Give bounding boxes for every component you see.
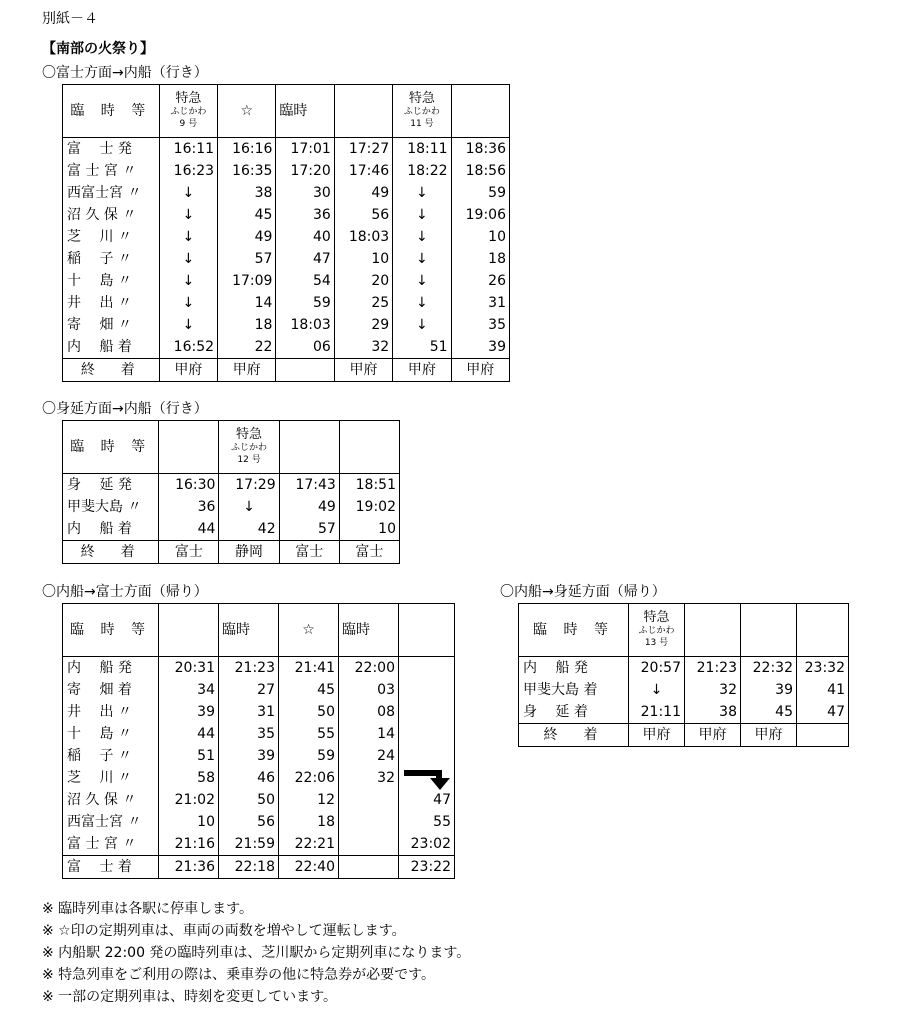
table-row (63, 833, 455, 856)
table-row (63, 679, 455, 701)
header-label: 臨 時 等 (63, 604, 159, 657)
note-line: ※ ☆印の定期列車は、車両の両数を増やして運転します。 (42, 923, 406, 939)
time-cell: 26 (451, 270, 509, 292)
train-number-label: 11 号 (410, 119, 434, 129)
time-cell (339, 789, 399, 811)
time-cell: 24 (339, 745, 399, 767)
time-cell: 34 (159, 679, 219, 701)
train-type-label: 特急 (408, 91, 435, 106)
time-cell: 22:18 (219, 856, 279, 879)
header-row (63, 604, 455, 657)
time-cell: ↓ (393, 248, 451, 270)
table-row (63, 292, 510, 314)
train-number-label: 9 号 (179, 119, 198, 129)
time-cell: ↓ (393, 226, 451, 248)
station-cell: 富 士 着 (63, 856, 159, 879)
time-cell: 45 (279, 679, 339, 701)
column-header (218, 85, 276, 138)
time-cell: 22:32 (741, 657, 797, 680)
column-header (797, 604, 849, 657)
time-cell: ↓ (393, 204, 451, 226)
time-cell: 59 (279, 745, 339, 767)
time-cell: 55 (399, 811, 455, 833)
time-cell: 47 (399, 789, 455, 811)
time-cell: 59 (276, 292, 334, 314)
station-cell: 内 船 着 (63, 336, 160, 359)
time-cell: 32 (685, 679, 741, 701)
destination-row (63, 541, 400, 564)
time-cell: 18:22 (393, 160, 451, 182)
station-cell: 十 島 〃 (63, 270, 160, 292)
destination-cell: 甲府 (629, 724, 685, 747)
time-cell (399, 679, 455, 701)
table-row (63, 314, 510, 336)
train-name-label: ふじかわ (231, 443, 268, 453)
destination-label: 終 着 (63, 359, 160, 382)
time-cell (339, 856, 399, 879)
time-cell: ↓ (393, 292, 451, 314)
note-line: ※ 特急列車をご利用の際は、乗車券の他に特急券が必要です。 (42, 967, 436, 983)
time-cell: 32 (334, 336, 392, 359)
table-row (63, 789, 455, 811)
time-cell: 39 (219, 745, 279, 767)
time-cell: 21:23 (685, 657, 741, 680)
table-row (519, 657, 849, 680)
time-cell: 59 (451, 182, 509, 204)
table-row (63, 270, 510, 292)
time-cell: 16:16 (218, 138, 276, 161)
destination-cell: 富士 (159, 541, 219, 564)
time-cell (399, 701, 455, 723)
note-line: ※ 一部の定期列車は、時刻を変更しています。 (42, 989, 338, 1005)
annex-label: 別紙－４ (42, 11, 98, 27)
transfer-arrow-icon (402, 766, 456, 796)
time-cell: 22:06 (279, 767, 339, 789)
time-cell: 16:23 (159, 160, 217, 182)
table-row (63, 138, 510, 161)
header-label: 臨 時 等 (63, 421, 159, 474)
time-cell: 36 (276, 204, 334, 226)
destination-label: 終 着 (63, 541, 159, 564)
train-name-label: ふじかわ (638, 626, 675, 636)
destination-cell: 富士 (279, 541, 339, 564)
station-cell: 井 出 〃 (63, 701, 159, 723)
time-cell: 56 (334, 204, 392, 226)
time-cell: ↓ (159, 270, 217, 292)
column-header (451, 85, 509, 138)
station-cell: 芝 川 〃 (63, 226, 160, 248)
time-cell: 56 (219, 811, 279, 833)
table-row (63, 701, 455, 723)
station-cell: 富 士 発 (63, 138, 160, 161)
table-row (63, 474, 400, 497)
station-cell: 甲斐大島 〃 (63, 496, 159, 518)
train-type-express (163, 92, 214, 130)
table-row (63, 336, 510, 359)
table-row (519, 701, 849, 724)
time-cell: 18 (218, 314, 276, 336)
time-cell: 41 (797, 679, 849, 701)
column-header (339, 421, 399, 474)
header-row (519, 604, 849, 657)
station-cell: 十 島 〃 (63, 723, 159, 745)
star-mark: ☆ (240, 102, 253, 119)
time-cell: 55 (279, 723, 339, 745)
table-row (63, 160, 510, 182)
time-cell: 58 (159, 767, 219, 789)
time-cell: 17:01 (276, 138, 334, 161)
column-header (393, 85, 451, 138)
time-cell: 18:51 (339, 474, 399, 497)
time-cell: 49 (279, 496, 339, 518)
time-cell: 10 (451, 226, 509, 248)
time-cell: 21:11 (629, 701, 685, 724)
time-cell: 44 (159, 518, 219, 541)
time-cell: 54 (276, 270, 334, 292)
time-cell: 20 (334, 270, 392, 292)
header-label: 臨 時 等 (63, 85, 160, 138)
time-cell: 23:02 (399, 833, 455, 856)
time-cell: 46 (219, 767, 279, 789)
time-cell: 17:29 (219, 474, 279, 497)
header-label: 臨 時 等 (519, 604, 629, 657)
time-cell: 06 (276, 336, 334, 359)
table-row (63, 723, 455, 745)
time-cell: 25 (334, 292, 392, 314)
destination-cell: 甲府 (334, 359, 392, 382)
time-cell: 21:16 (159, 833, 219, 856)
destination-cell: 甲府 (741, 724, 797, 747)
note-line: ※ 臨時列車は各駅に停車します。 (42, 901, 254, 917)
time-cell: 47 (276, 248, 334, 270)
table-row (63, 496, 400, 518)
column-header (279, 421, 339, 474)
column-header (159, 421, 219, 474)
destination-cell: 富士 (339, 541, 399, 564)
time-cell: 35 (451, 314, 509, 336)
time-cell: 18:36 (451, 138, 509, 161)
column-header (159, 604, 219, 657)
timetable-utsubuna-to-fuji (62, 603, 455, 879)
column-header (279, 604, 339, 657)
time-cell (399, 745, 455, 767)
destination-row (519, 724, 849, 747)
station-cell: 身 延 発 (63, 474, 159, 497)
table-row (63, 182, 510, 204)
station-cell: 寄 畑 〃 (63, 314, 160, 336)
destination-row (63, 359, 510, 382)
time-cell: 45 (741, 701, 797, 724)
column-header (159, 85, 217, 138)
time-cell: 19:02 (339, 496, 399, 518)
time-cell: 21:59 (219, 833, 279, 856)
train-number-label: 13 号 (644, 638, 669, 648)
station-cell: 井 出 〃 (63, 292, 160, 314)
station-cell: 西富士宮 〃 (63, 811, 159, 833)
time-cell: 51 (393, 336, 451, 359)
train-type-express (222, 428, 275, 466)
station-cell: 身 延 着 (519, 701, 629, 724)
time-cell: 10 (339, 518, 399, 541)
notes (42, 898, 470, 1008)
station-cell: 甲斐大島 着 (519, 679, 629, 701)
time-cell (399, 723, 455, 745)
train-name-label: ふじかわ (170, 107, 207, 117)
time-cell: 50 (219, 789, 279, 811)
time-cell: 31 (219, 701, 279, 723)
station-cell: 稲 子 〃 (63, 745, 159, 767)
time-cell: 17:27 (334, 138, 392, 161)
destination-label: 終 着 (519, 724, 629, 747)
column-header (399, 604, 455, 657)
time-cell: 16:30 (159, 474, 219, 497)
column-header (219, 421, 279, 474)
time-cell: ↓ (159, 292, 217, 314)
time-cell: 22:21 (279, 833, 339, 856)
time-cell: ↓ (393, 314, 451, 336)
time-cell: 51 (159, 745, 219, 767)
time-cell: 36 (159, 496, 219, 518)
document-title: 【南部の火祭り】 (42, 41, 154, 57)
time-cell: 30 (276, 182, 334, 204)
destination-cell: 甲府 (685, 724, 741, 747)
time-cell: 49 (334, 182, 392, 204)
time-cell: 23:22 (399, 856, 455, 879)
time-cell: 18:03 (334, 226, 392, 248)
time-cell: 21:36 (159, 856, 219, 879)
destination-cell: 甲府 (451, 359, 509, 382)
extra-train-label: 臨時 (342, 621, 370, 638)
destination-cell: 甲府 (393, 359, 451, 382)
train-type-label: 特急 (236, 427, 263, 442)
timetable-utsubuna-to-minobu (518, 603, 849, 747)
station-cell: 内 船 着 (63, 518, 159, 541)
time-cell (339, 811, 399, 833)
column-header (339, 604, 399, 657)
note-line: ※ 内船駅 22:00 発の臨時列車は、芝川駅から定期列車になります。 (42, 945, 471, 961)
time-cell: 38 (218, 182, 276, 204)
time-cell: ↓ (393, 270, 451, 292)
section-heading-utsubuna-to-minobu: 〇内船→身延方面（帰り） (500, 584, 666, 600)
station-cell: 沼 久 保 〃 (63, 789, 159, 811)
time-cell: 18 (451, 248, 509, 270)
table-row (63, 657, 455, 680)
time-cell: 35 (219, 723, 279, 745)
time-cell: 39 (159, 701, 219, 723)
time-cell: 17:20 (276, 160, 334, 182)
column-header (219, 604, 279, 657)
table-row (63, 811, 455, 833)
extra-train-label: 臨時 (279, 102, 308, 119)
time-cell: 50 (279, 701, 339, 723)
time-cell: 17:09 (218, 270, 276, 292)
time-cell: ↓ (159, 182, 217, 204)
timetable-minobu-to-utsubuna (62, 420, 400, 564)
destination-cell: 甲府 (159, 359, 217, 382)
time-cell: 03 (339, 679, 399, 701)
time-cell (339, 833, 399, 856)
table-row (63, 767, 455, 789)
section-heading-minobu-to-utsubuna: 〇身延方面→内船（行き） (42, 401, 208, 417)
extra-train-label: 臨時 (222, 621, 250, 638)
time-cell: 39 (451, 336, 509, 359)
station-cell: 稲 子 〃 (63, 248, 160, 270)
time-cell: 20:31 (159, 657, 219, 680)
time-cell: ↓ (629, 679, 685, 701)
section-heading-utsubuna-to-fuji: 〇内船→富士方面（帰り） (42, 584, 208, 600)
time-cell: ↓ (159, 248, 217, 270)
time-cell: 16:35 (218, 160, 276, 182)
time-cell: 49 (218, 226, 276, 248)
time-cell: 21:02 (159, 789, 219, 811)
train-name-label: ふじかわ (403, 107, 440, 117)
time-cell: 38 (685, 701, 741, 724)
time-cell: 40 (276, 226, 334, 248)
column-header (276, 85, 334, 138)
star-mark: ☆ (302, 621, 315, 638)
table-row (63, 204, 510, 226)
time-cell: 10 (334, 248, 392, 270)
time-cell: 18 (279, 811, 339, 833)
station-cell: 寄 畑 着 (63, 679, 159, 701)
time-cell: 39 (741, 679, 797, 701)
station-cell: 芝 川 〃 (63, 767, 159, 789)
time-cell: 27 (219, 679, 279, 701)
time-cell: 20:57 (629, 657, 685, 680)
table-row (63, 856, 455, 879)
time-cell: 18:11 (393, 138, 451, 161)
time-cell: 10 (159, 811, 219, 833)
time-cell: 12 (279, 789, 339, 811)
table-row (63, 248, 510, 270)
station-cell: 沼 久 保 〃 (63, 204, 160, 226)
time-cell: ↓ (159, 204, 217, 226)
time-cell (399, 657, 455, 680)
time-cell: 16:52 (159, 336, 217, 359)
train-number-label: 12 号 (237, 455, 261, 465)
time-cell: 42 (219, 518, 279, 541)
station-cell: 富 士 宮 〃 (63, 160, 160, 182)
time-cell: 17:43 (279, 474, 339, 497)
train-type-express (632, 611, 681, 649)
time-cell: 08 (339, 701, 399, 723)
time-cell: 14 (339, 723, 399, 745)
table-row (63, 226, 510, 248)
time-cell: 21:41 (279, 657, 339, 680)
time-cell: 17:46 (334, 160, 392, 182)
time-cell: 44 (159, 723, 219, 745)
time-cell: ↓ (159, 226, 217, 248)
time-cell: ↓ (219, 496, 279, 518)
column-header (685, 604, 741, 657)
time-cell: 19:06 (451, 204, 509, 226)
time-cell: ↓ (393, 182, 451, 204)
destination-cell (276, 359, 334, 382)
header-row (63, 85, 510, 138)
section-heading-fuji-to-utsubuna: 〇富士方面→内船（行き） (42, 65, 208, 81)
destination-cell: 静岡 (219, 541, 279, 564)
train-type-express (396, 92, 447, 130)
time-cell: 22:00 (339, 657, 399, 680)
time-cell: 45 (218, 204, 276, 226)
column-header (334, 85, 392, 138)
time-cell: 31 (451, 292, 509, 314)
time-cell: 23:32 (797, 657, 849, 680)
time-cell: 47 (797, 701, 849, 724)
station-cell: 内 船 発 (519, 657, 629, 680)
time-cell: 57 (279, 518, 339, 541)
time-cell: 22 (218, 336, 276, 359)
header-row (63, 421, 400, 474)
station-cell: 内 船 発 (63, 657, 159, 680)
time-cell: 57 (218, 248, 276, 270)
time-cell: 14 (218, 292, 276, 314)
train-type-label: 特急 (643, 610, 670, 625)
timetable-fuji-to-utsubuna (62, 84, 510, 382)
time-cell: 21:23 (219, 657, 279, 680)
table-row (63, 518, 400, 541)
time-cell: 32 (339, 767, 399, 789)
time-cell: 18:03 (276, 314, 334, 336)
time-cell: ↓ (159, 314, 217, 336)
train-type-label: 特急 (175, 91, 202, 106)
destination-cell: 甲府 (218, 359, 276, 382)
station-cell: 富 士 宮 〃 (63, 833, 159, 856)
table-row (519, 679, 849, 701)
column-header (629, 604, 685, 657)
time-cell: 16:11 (159, 138, 217, 161)
time-cell: 18:56 (451, 160, 509, 182)
table-row (63, 745, 455, 767)
time-cell: 22:40 (279, 856, 339, 879)
column-header (741, 604, 797, 657)
destination-cell (797, 724, 849, 747)
station-cell: 西富士宮 〃 (63, 182, 160, 204)
time-cell: 29 (334, 314, 392, 336)
